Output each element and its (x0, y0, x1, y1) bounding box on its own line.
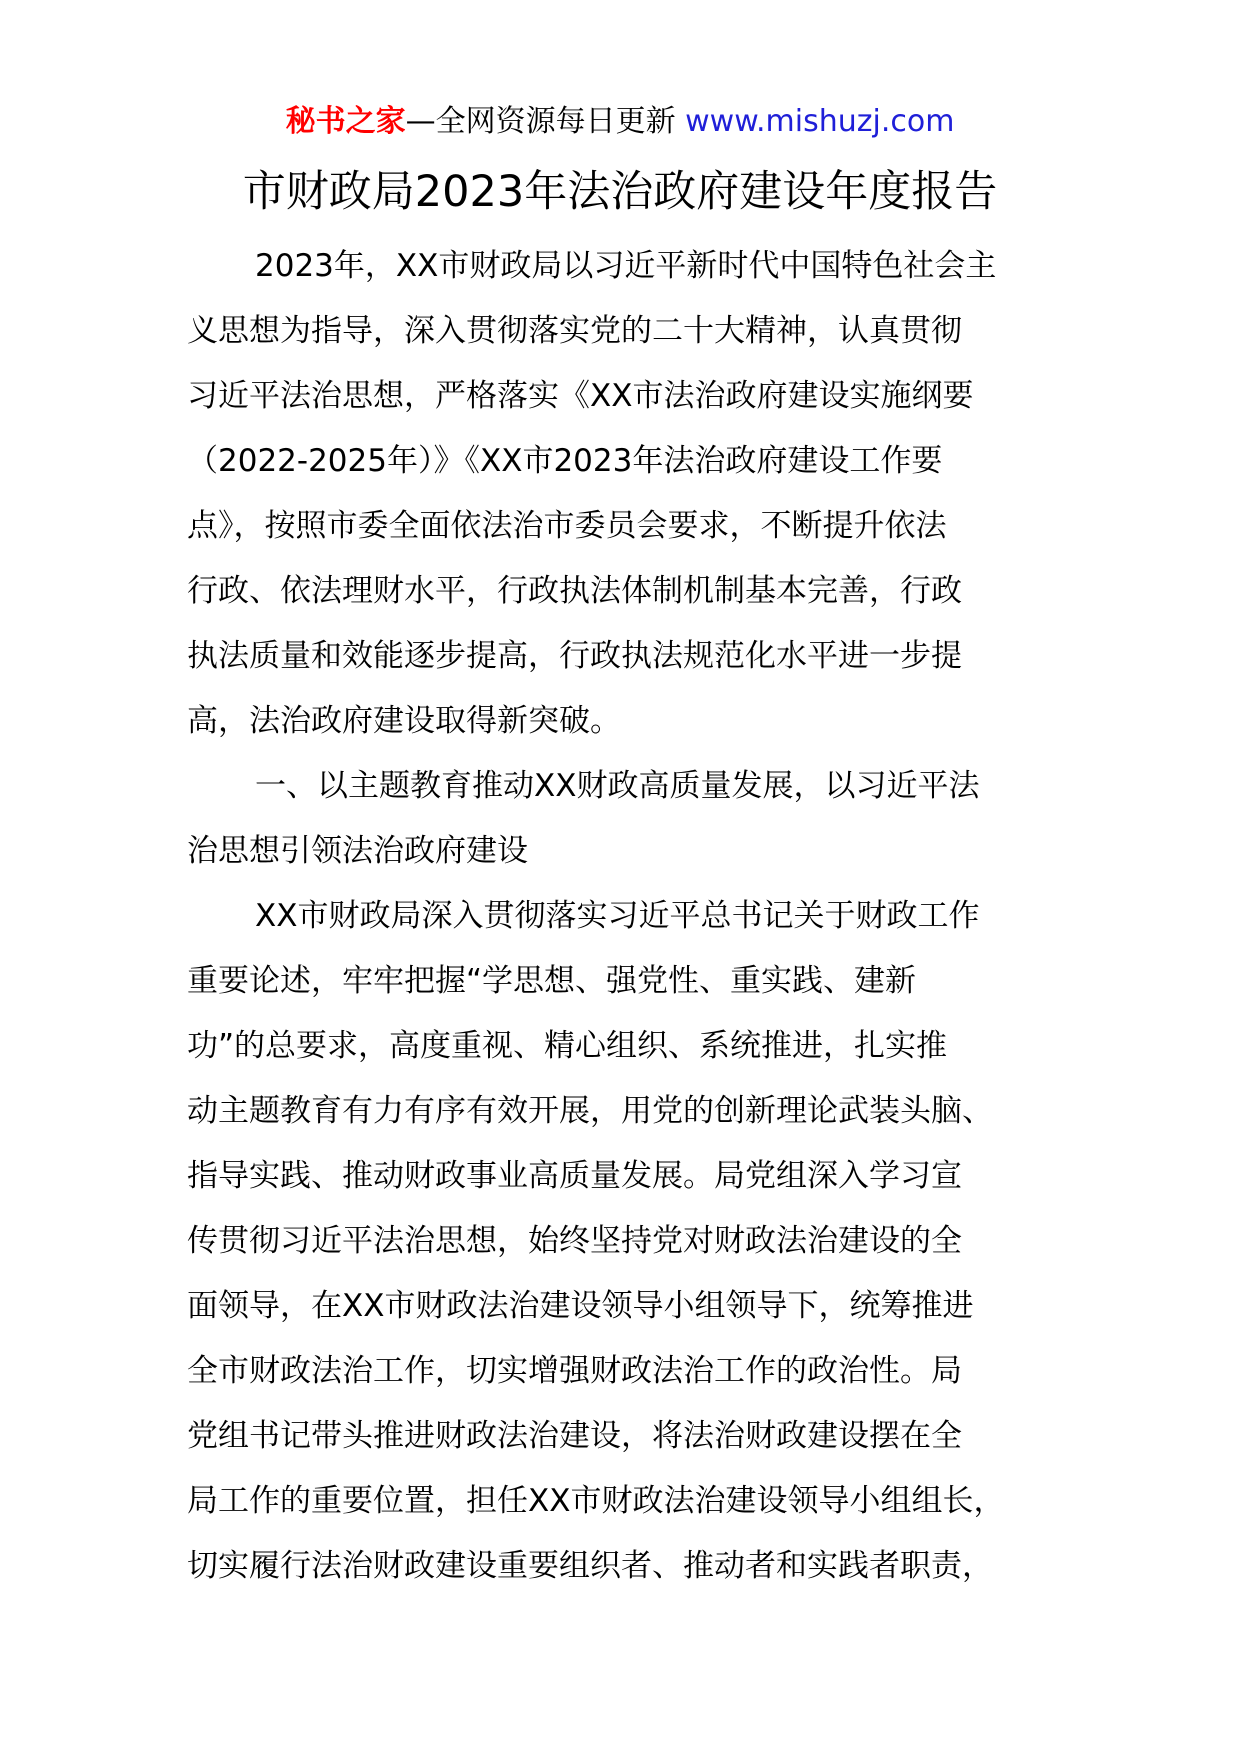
paragraph-line: 重要论述，牢牢把握“学思想、强党性、重实践、建新 (187, 963, 917, 999)
paragraph-line: XX市财政局深入贯彻落实习近平总书记关于财政工作 (255, 898, 980, 934)
site-url[interactable]: www.mishuzj.com (685, 104, 955, 139)
paragraph-line: 点》，按照市委全面依法治市委员会要求，不断提升依法 (187, 508, 947, 544)
paragraph-line: 传贯彻习近平法治思想，始终坚持党对财政法治建设的全 (187, 1223, 962, 1259)
paragraph-line: 义思想为指导，深入贯彻落实党的二十大精神，认真贯彻 (187, 313, 962, 349)
paragraph-line: 2023年，XX市财政局以习近平新时代中国特色社会主 (255, 248, 997, 284)
paragraph-line: 动主题教育有力有序有效开展，用党的创新理论武装头脑、 (187, 1093, 993, 1129)
paragraph-line: （2022-2025年）》《XX市2023年法治政府建设工作要 (187, 443, 943, 479)
paragraph-line: 指导实践、推动财政事业高质量发展。局党组深入学习宣 (187, 1158, 962, 1194)
paragraph-line: 执法质量和效能逐步提高，行政执法规范化水平进一步提 (187, 638, 962, 674)
paragraph-line: 全市财政法治工作，切实增强财政法治工作的政治性。局 (187, 1353, 962, 1389)
site-brand: 秘书之家 (285, 104, 406, 139)
site-header (0, 100, 1240, 144)
site-tagline: —全网资源每日更新 (405, 104, 686, 139)
paragraph-line: 高，法治政府建设取得新突破。 (187, 703, 621, 739)
paragraph-line: 切实履行法治财政建设重要组织者、推动者和实践者职责， (187, 1548, 993, 1584)
paragraph-line: 行政、依法理财水平，行政执法体制机制基本完善，行政 (187, 573, 962, 609)
section-heading-line: 治思想引领法治政府建设 (187, 833, 528, 869)
document-body (187, 234, 1057, 1599)
document-title: 市财政局2023年法治政府建设年度报告 (242, 167, 998, 217)
paragraph-line: 习近平法治思想，严格落实《XX市法治政府建设实施纲要 (187, 378, 974, 414)
paragraph-line: 党组书记带头推进财政法治建设，将法治财政建设摆在全 (187, 1418, 962, 1454)
paragraph-line: 功”的总要求，高度重视、精心组织、系统推进，扎实推 (187, 1028, 948, 1064)
section-heading-line: 一、以主题教育推动XX财政高质量发展，以习近平法 (255, 768, 980, 804)
paragraph-line: 局工作的重要位置，担任XX市财政法治建设领导小组组长， (187, 1483, 1005, 1519)
paragraph-line: 面领导，在XX市财政法治建设领导小组领导下，统筹推进 (187, 1288, 974, 1324)
